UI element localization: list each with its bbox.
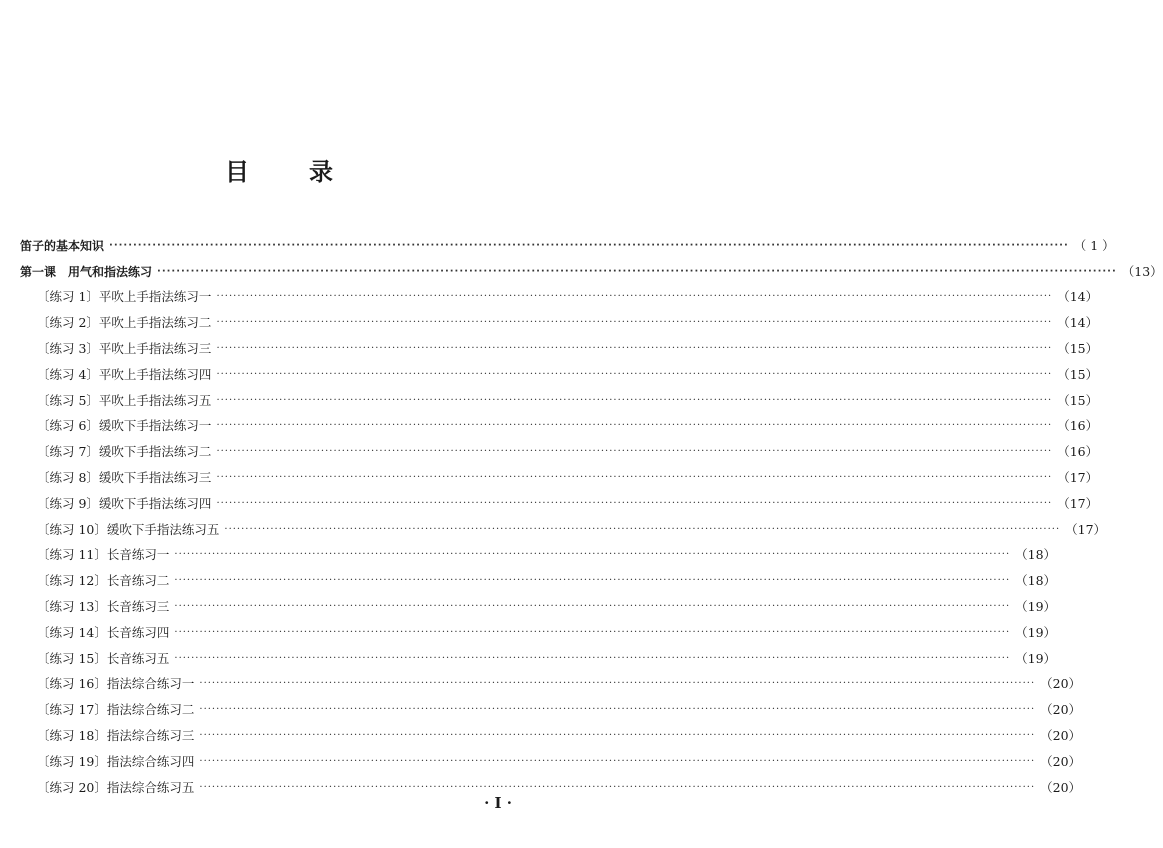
toc-entry-page-number: （20） xyxy=(1040,753,1082,769)
toc-entry-title: 〔练习 6〕缓吹下手指法练习一 xyxy=(37,418,212,434)
toc-exercise-entry[interactable] xyxy=(20,641,1057,667)
toc-entry-title: 〔练习 2〕平吹上手指法练习二 xyxy=(37,315,212,331)
toc-entry-title: 〔练习 12〕长音练习二 xyxy=(37,573,170,589)
toc-entry-page-number: （20） xyxy=(1040,727,1082,743)
toc-entry-page-number: （17） xyxy=(1057,495,1099,511)
toc-entry-title: 〔练习 20〕指法综合练习五 xyxy=(37,779,195,795)
toc-entry-title: 〔练习 13〕长音练习三 xyxy=(37,598,170,614)
dot-leader: ········································································································································································································ xyxy=(174,575,1011,587)
dot-leader: ········································································································································································································ xyxy=(216,368,1053,380)
toc-entry-title: 〔练习 3〕平吹上手指法练习三 xyxy=(37,340,212,356)
toc-entry-title: 〔练习 7〕缓吹下手指法练习二 xyxy=(37,444,212,460)
toc-entry-page-number: （14） xyxy=(1057,315,1099,331)
toc-entry-page-number: （15） xyxy=(1057,340,1099,356)
toc-exercise-entry[interactable] xyxy=(20,460,1099,486)
toc-entry-page-number: （16） xyxy=(1057,444,1099,460)
toc-section-entry[interactable] xyxy=(20,228,1115,254)
toc-exercise-entry[interactable] xyxy=(20,331,1099,357)
toc-entry-title: 〔练习 9〕缓吹下手指法练习四 xyxy=(37,495,212,511)
toc-entry-page-number: （19） xyxy=(1015,598,1057,614)
toc-exercise-entry[interactable] xyxy=(20,280,1099,306)
toc-entry-title: 笛子的基本知识 xyxy=(20,238,105,253)
dot-leader: ········································································································································································································ xyxy=(174,652,1011,664)
toc-entry-page-number: （19） xyxy=(1015,624,1057,640)
toc-entry-title: 〔练习 10〕缓吹下手指法练习五 xyxy=(37,521,220,537)
dot-leader: ········································································································································································································ xyxy=(199,755,1036,767)
toc-entry-page-number: （19） xyxy=(1015,650,1057,666)
toc-entry-title: 〔练习 18〕指法综合练习三 xyxy=(37,727,195,743)
toc-exercise-entry[interactable] xyxy=(20,692,1082,718)
toc-entry-page-number: （14） xyxy=(1057,289,1099,305)
toc-entry-title: 〔练习 1〕平吹上手指法练习一 xyxy=(37,289,212,305)
toc-entry-title: 〔练习 17〕指法综合练习二 xyxy=(37,702,195,718)
toc-entry-page-number: （13） xyxy=(1121,263,1163,279)
toc-entry-title: 〔练习 5〕平吹上手指法练习五 xyxy=(37,392,212,408)
dot-leader: ········································································································································································································ xyxy=(174,626,1011,638)
toc-entry-page-number: （18） xyxy=(1015,547,1057,563)
toc-entry-page-number: （20） xyxy=(1040,702,1082,718)
toc-section-entry[interactable] xyxy=(20,254,1163,280)
dot-leader: ········································································································································································································ xyxy=(216,497,1053,509)
dot-leader: ········································································································································································································ xyxy=(174,600,1011,612)
dot-leader: ········································································································································································································ xyxy=(216,342,1053,354)
dot-leader: ········································································································································································································ xyxy=(216,471,1053,483)
toc-exercise-entry[interactable] xyxy=(20,486,1099,512)
toc-exercise-entry[interactable] xyxy=(20,563,1057,589)
toc-exercise-entry[interactable] xyxy=(20,512,1107,538)
dot-leader: ········································································································································································································ xyxy=(174,549,1011,561)
dot-leader: ········································································································································································································ xyxy=(216,420,1053,432)
toc-entry-page-number: （16） xyxy=(1057,418,1099,434)
table-of-contents xyxy=(20,228,1163,796)
toc-entry-title: 〔练习 19〕指法综合练习四 xyxy=(37,753,195,769)
toc-exercise-entry[interactable] xyxy=(20,357,1099,383)
toc-entry-page-number: （17） xyxy=(1057,469,1099,485)
dot-leader: ········································································································································································································ xyxy=(199,678,1036,690)
page-title xyxy=(0,152,560,187)
toc-entry-title: 〔练习 14〕长音练习四 xyxy=(37,624,170,640)
toc-exercise-entry[interactable] xyxy=(20,589,1057,615)
toc-exercise-entry[interactable] xyxy=(20,667,1082,693)
toc-exercise-entry[interactable] xyxy=(20,383,1099,409)
dot-leader: ········································································································································································································ xyxy=(216,317,1053,329)
toc-exercise-entry[interactable] xyxy=(20,615,1057,641)
toc-entry-title: 〔练习 11〕长音练习一 xyxy=(37,547,170,563)
toc-entry-title: 〔练习 4〕平吹上手指法练习四 xyxy=(37,366,212,382)
toc-entry-page-number: （ 1 ） xyxy=(1073,237,1115,253)
page-title-char-2: 录 xyxy=(309,158,335,186)
toc-exercise-entry[interactable] xyxy=(20,744,1082,770)
toc-entry-page-number: （15） xyxy=(1057,366,1099,382)
dot-leader: ········································································································································································································ xyxy=(216,394,1053,406)
toc-entry-title: 〔练习 15〕长音练习五 xyxy=(37,650,170,666)
toc-entry-page-number: （20） xyxy=(1040,779,1082,795)
toc-entry-page-number: （18） xyxy=(1015,573,1057,589)
toc-exercise-entry[interactable] xyxy=(20,434,1099,460)
toc-entry-title: 第一课 用气和指法练习 xyxy=(20,264,153,279)
dot-leader: ········································································································································································································ xyxy=(109,239,1069,251)
toc-exercise-entry[interactable] xyxy=(20,718,1082,744)
toc-entry-title: 〔练习 8〕缓吹下手指法练习三 xyxy=(37,469,212,485)
toc-exercise-entry[interactable] xyxy=(20,538,1057,564)
dot-leader: ········································································································································································································ xyxy=(199,729,1036,741)
dot-leader: ········································································································································································································ xyxy=(216,446,1053,458)
dot-leader: ········································································································································································································ xyxy=(216,291,1053,303)
toc-entry-page-number: （15） xyxy=(1057,392,1099,408)
page-title-char-1: 目 xyxy=(225,158,251,186)
dot-leader: ········································································································································································································ xyxy=(157,265,1117,277)
toc-exercise-entry[interactable] xyxy=(20,305,1099,331)
toc-entry-page-number: （17） xyxy=(1065,521,1107,537)
dot-leader: ········································································································································································································ xyxy=(199,704,1036,716)
toc-exercise-entry[interactable] xyxy=(20,770,1082,796)
dot-leader: ········································································································································································································ xyxy=(224,523,1061,535)
toc-exercise-entry[interactable] xyxy=(20,409,1099,435)
toc-entry-title: 〔练习 16〕指法综合练习一 xyxy=(37,676,195,692)
page-number: · I · xyxy=(484,794,512,812)
dot-leader: ········································································································································································································ xyxy=(199,781,1036,793)
toc-entry-page-number: （20） xyxy=(1040,676,1082,692)
